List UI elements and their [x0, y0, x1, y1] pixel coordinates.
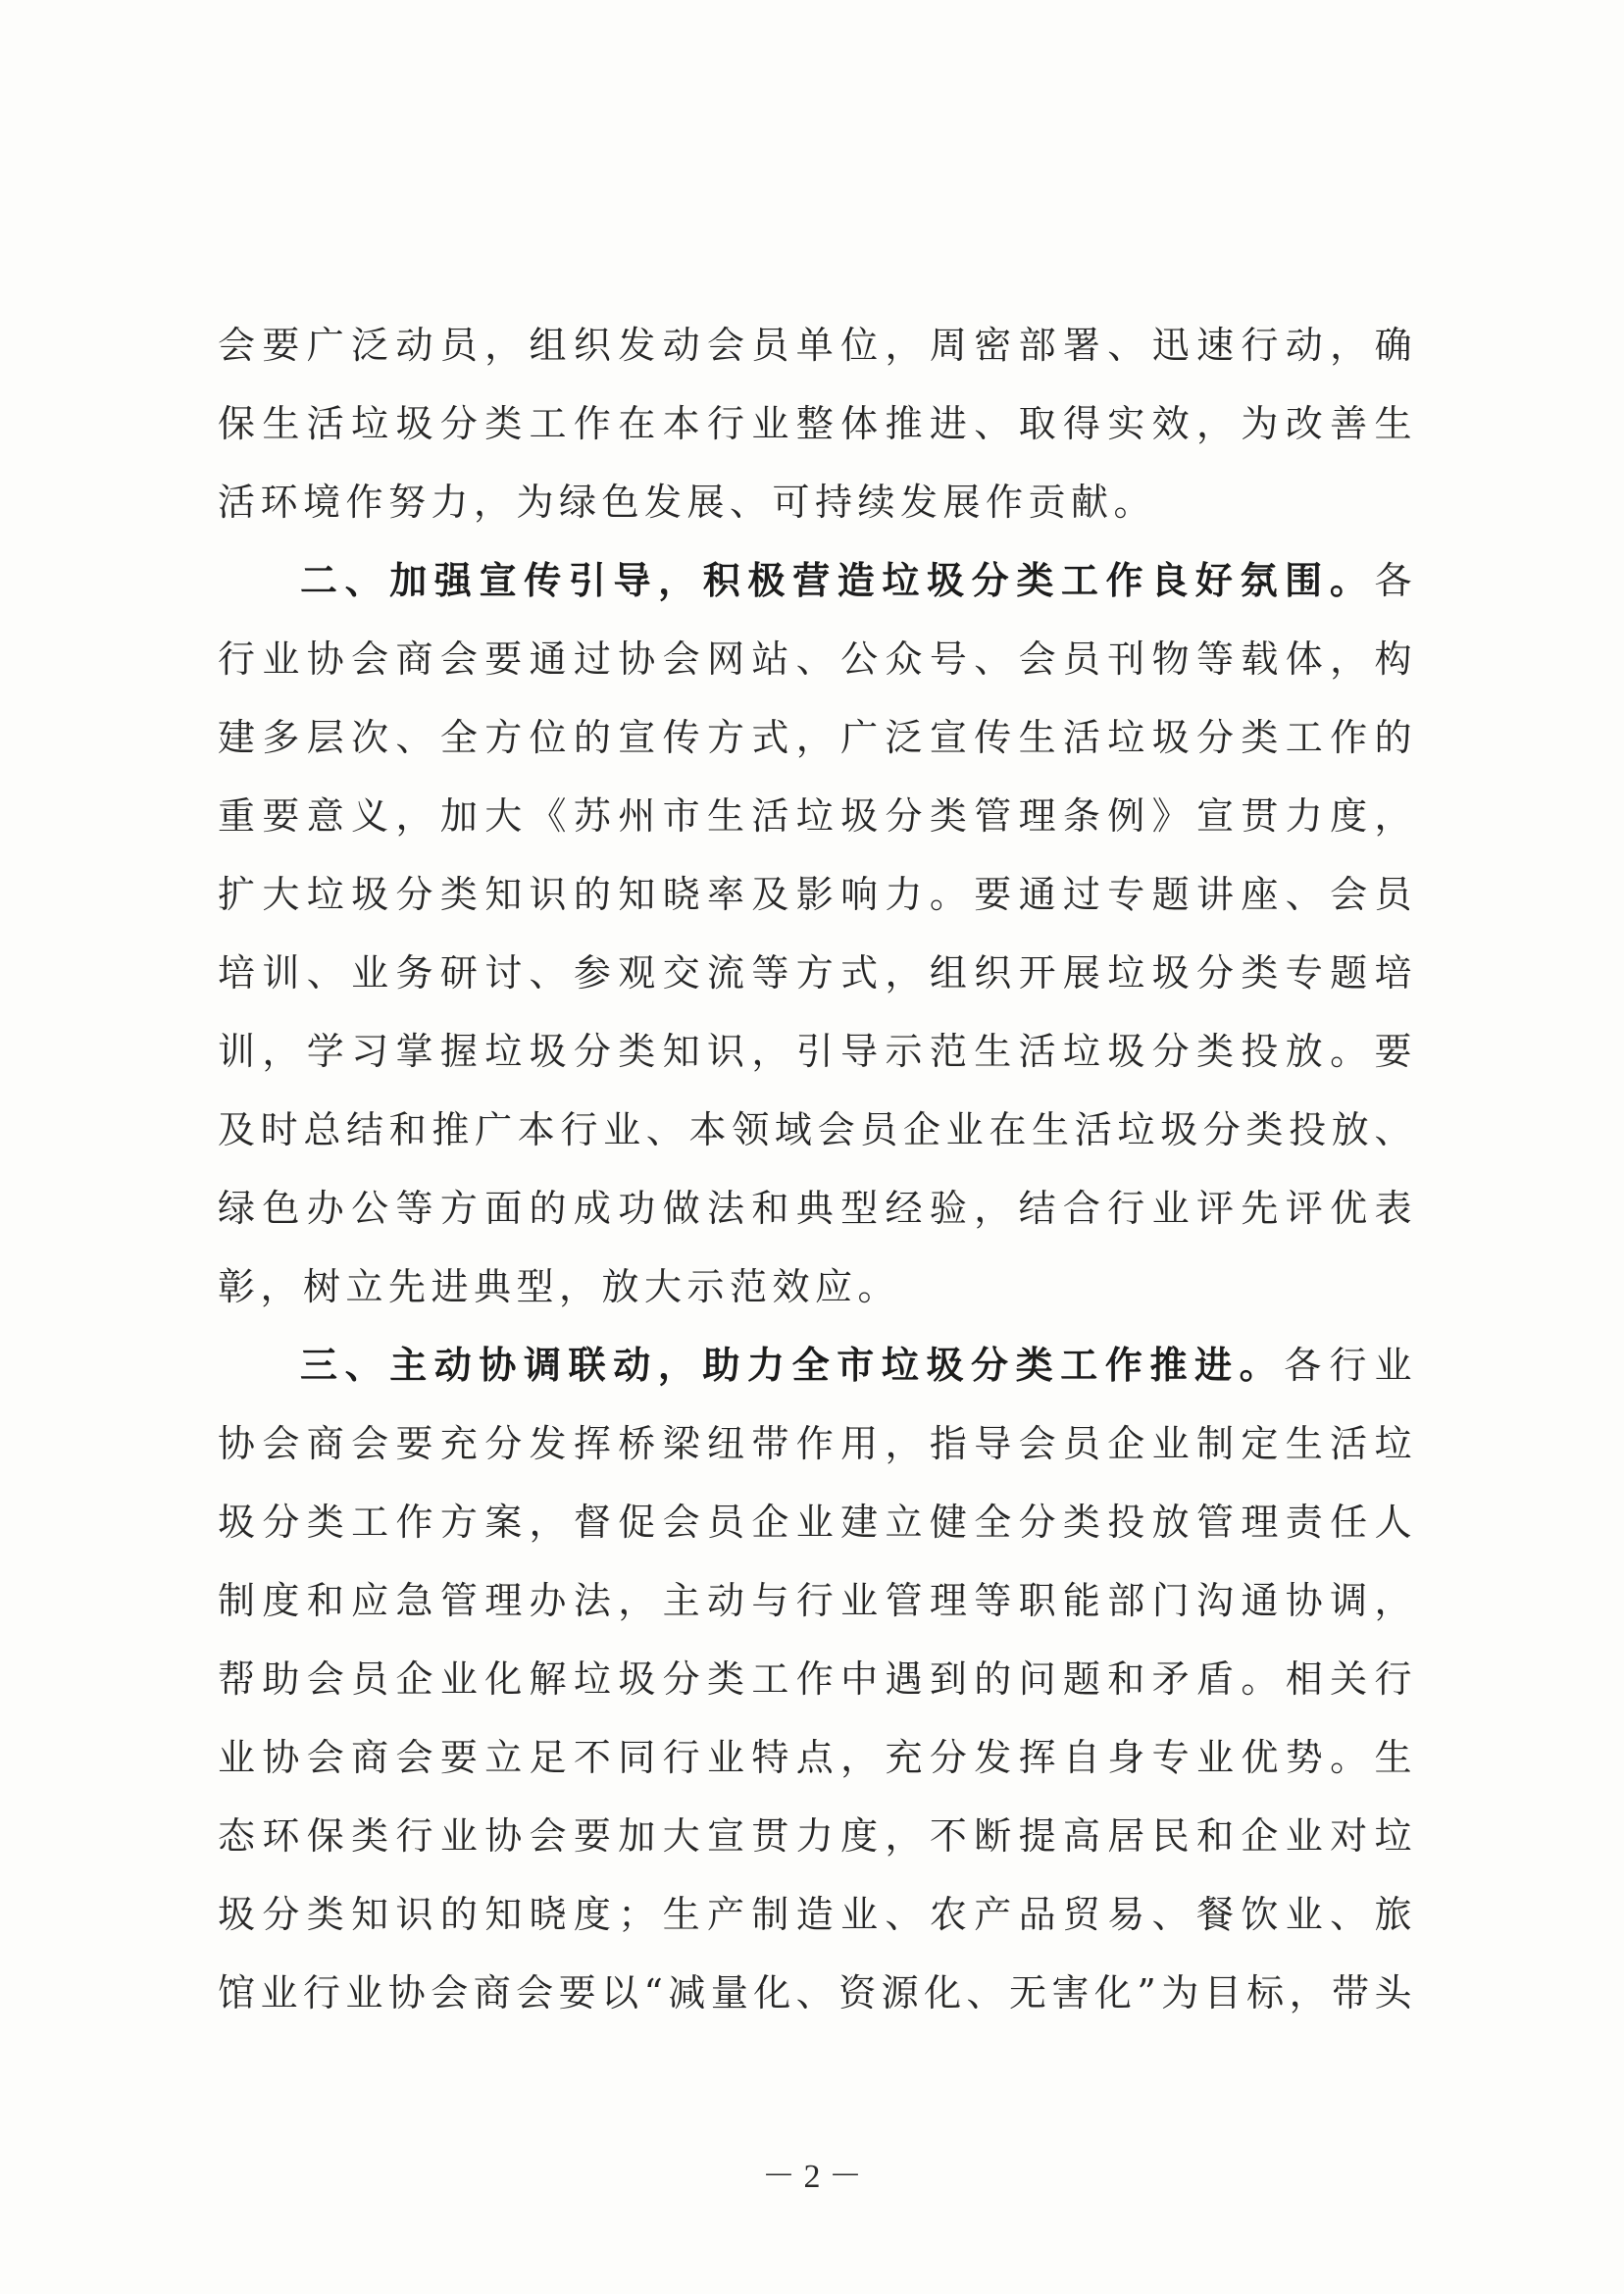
paragraph-2-line-2: 行业协会商会要通过协会网站、公众号、会员刊物等载体，构	[218, 637, 1412, 681]
paragraph-3-line-1	[300, 1331, 1412, 1400]
paragraph-3-line-3: 圾分类工作方案，督促会员企业建立健全分类投放管理责任人	[218, 1501, 1412, 1544]
paragraph-2-line-1-rest: 各	[1374, 559, 1412, 602]
paragraph-3-line-5: 帮助会员企业化解垃圾分类工作中遇到的问题和矛盾。相关行	[218, 1657, 1412, 1701]
paragraph-3-line-9: 馆业行业协会商会要以“减量化、资源化、无害化”为目标，带头	[218, 1971, 1412, 2014]
paragraph-1-line-2: 保生活垃圾分类工作在本行业整体推进、取得实效，为改善生	[218, 402, 1412, 445]
paragraph-2-line-4: 重要意义，加大《苏州市生活垃圾分类管理条例》宣贯力度，	[218, 794, 1412, 838]
paragraph-2-line-10: 彰，树立先进典型，放大示范效应。	[218, 1265, 901, 1308]
paragraph-2-line-9: 绿色办公等方面的成功做法和典型经验，结合行业评先评优表	[218, 1187, 1412, 1230]
paragraph-3-line-2: 协会商会要充分发挥桥梁纽带作用，指导会员企业制定生活垃	[218, 1422, 1412, 1465]
paragraph-1-line-1: 会要广泛动员，组织发动会员单位，周密部署、迅速行动，确	[218, 324, 1412, 367]
paragraph-1-line-3: 活环境作努力，为绿色发展、可持续发展作贡献。	[218, 481, 1157, 524]
paragraph-2-line-5: 扩大垃圾分类知识的知晓率及影响力。要通过专题讲座、会员	[218, 873, 1412, 916]
paragraph-2-line-7: 训，学习掌握垃圾分类知识，引导示范生活垃圾分类投放。要	[218, 1030, 1412, 1073]
page-number: － 2 －	[762, 2159, 862, 2195]
paragraph-3-line-4: 制度和应急管理办法，主动与行业管理等职能部门沟通协调，	[218, 1579, 1412, 1622]
paragraph-2-line-3: 建多层次、全方位的宣传方式，广泛宣传生活垃圾分类工作的	[218, 716, 1412, 759]
paragraph-2-line-1	[300, 546, 1412, 615]
paragraph-3-line-6: 业协会商会要立足不同行业特点，充分发挥自身专业优势。生	[218, 1736, 1412, 1779]
paragraph-3-line-8: 圾分类知识的知晓度；生产制造业、农产品贸易、餐饮业、旅	[218, 1893, 1412, 1936]
paragraph-3-heading: 三、主动协调联动，助力全市垃圾分类工作推进。	[300, 1344, 1285, 1387]
paragraph-3-line-7: 态环保类行业协会要加大宣贯力度，不断提高居民和企业对垃	[218, 1814, 1412, 1858]
paragraph-2-heading: 二、加强宣传引导，积极营造垃圾分类工作良好氛围。	[300, 559, 1375, 602]
paragraph-2-line-6: 培训、业务研讨、参观交流等方式，组织开展垃圾分类专题培	[218, 951, 1412, 994]
paragraph-3-line-1-rest: 各行业	[1284, 1344, 1412, 1387]
paragraph-2-line-8: 及时总结和推广本行业、本领域会员企业在生活垃圾分类投放、	[218, 1108, 1412, 1151]
